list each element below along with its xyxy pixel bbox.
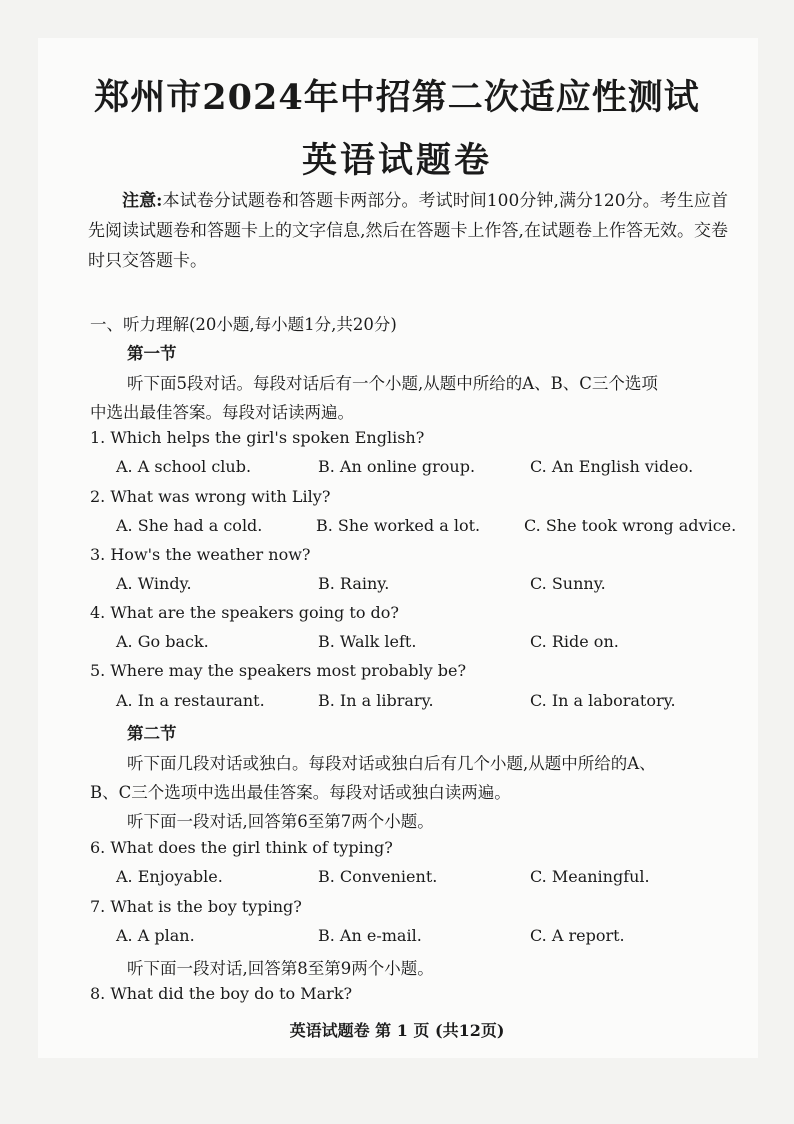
q7-option-a: A. A plan.	[116, 926, 195, 945]
question-3: 3. How's the weather now?	[90, 545, 311, 564]
part1-instruction-line1: 听下面5段对话。每段对话后有一个小题,从题中所给的A、B、C三个选项	[127, 374, 658, 393]
q5-option-a: A. In a restaurant.	[116, 691, 265, 710]
question-6: 6. What does the girl think of typing?	[90, 838, 393, 857]
q2-option-c: C. She took wrong advice.	[524, 516, 737, 535]
q6-option-c: C. Meaningful.	[530, 867, 650, 886]
question-7: 7. What is the boy typing?	[90, 897, 302, 916]
q2-option-b: B. She worked a lot.	[316, 516, 481, 535]
question-1: 1. Which helps the girl's spoken English?	[90, 428, 425, 447]
q7-option-b: B. An e-mail.	[318, 926, 422, 945]
q7-option-c: C. A report.	[530, 926, 625, 945]
exam-notice	[88, 186, 728, 276]
part2-instruction-line2: B、C三个选项中选出最佳答案。每段对话或独白读两遍。	[90, 783, 511, 802]
question-2: 2. What was wrong with Lily?	[90, 487, 331, 506]
q6-option-a: A. Enjoyable.	[116, 867, 223, 886]
notice-label: 注意:	[122, 191, 163, 211]
q1-option-c: C. An English video.	[530, 457, 694, 476]
part2-instruction-line1: 听下面几段对话或独白。每段对话或独白后有几个小题,从题中所给的A、	[127, 754, 656, 773]
exam-subtitle: 英语试题卷	[301, 140, 492, 181]
note-questions-6-7: 听下面一段对话,回答第6至第7两个小题。	[127, 812, 434, 831]
part1-label: 第一节	[127, 344, 177, 363]
q1-option-a: A. A school club.	[116, 457, 252, 476]
exam-title: 郑州市2024年中招第二次适应性测试	[94, 77, 700, 118]
part2-label: 第二节	[127, 724, 177, 743]
note-questions-8-9: 听下面一段对话,回答第8至第9两个小题。	[127, 959, 434, 978]
q4-option-b: B. Walk left.	[318, 632, 417, 651]
question-5: 5. Where may the speakers most probably be?	[90, 661, 467, 680]
question-8: 8. What did the boy do to Mark?	[90, 984, 353, 1003]
q6-option-b: B. Convenient.	[318, 867, 438, 886]
q1-option-b: B. An online group.	[318, 457, 476, 476]
q3-option-c: C. Sunny.	[530, 574, 606, 593]
question-4: 4. What are the speakers going to do?	[90, 603, 399, 622]
notice-text: 本试卷分试题卷和答题卡两部分。考试时间100分钟,满分120分。考生应首先阅读试题卷和答题卡上的文字信息,然后在答题卡上作答,在试题卷上作答无效。交卷时只交答题卡。	[88, 191, 728, 271]
part1-instruction-line2: 中选出最佳答案。每段对话读两遍。	[90, 403, 354, 422]
q2-option-a: A. She had a cold.	[116, 516, 263, 535]
page-footer: 英语试题卷 第 1 页 (共12页)	[289, 1021, 505, 1040]
q4-option-c: C. Ride on.	[530, 632, 619, 651]
q5-option-b: B. In a library.	[318, 691, 434, 710]
q3-option-b: B. Rainy.	[318, 574, 390, 593]
q4-option-a: A. Go back.	[116, 632, 209, 651]
q3-option-a: A. Windy.	[116, 574, 192, 593]
q5-option-c: C. In a laboratory.	[530, 691, 676, 710]
section-heading: 一、听力理解(20小题,每小题1分,共20分)	[90, 315, 397, 334]
